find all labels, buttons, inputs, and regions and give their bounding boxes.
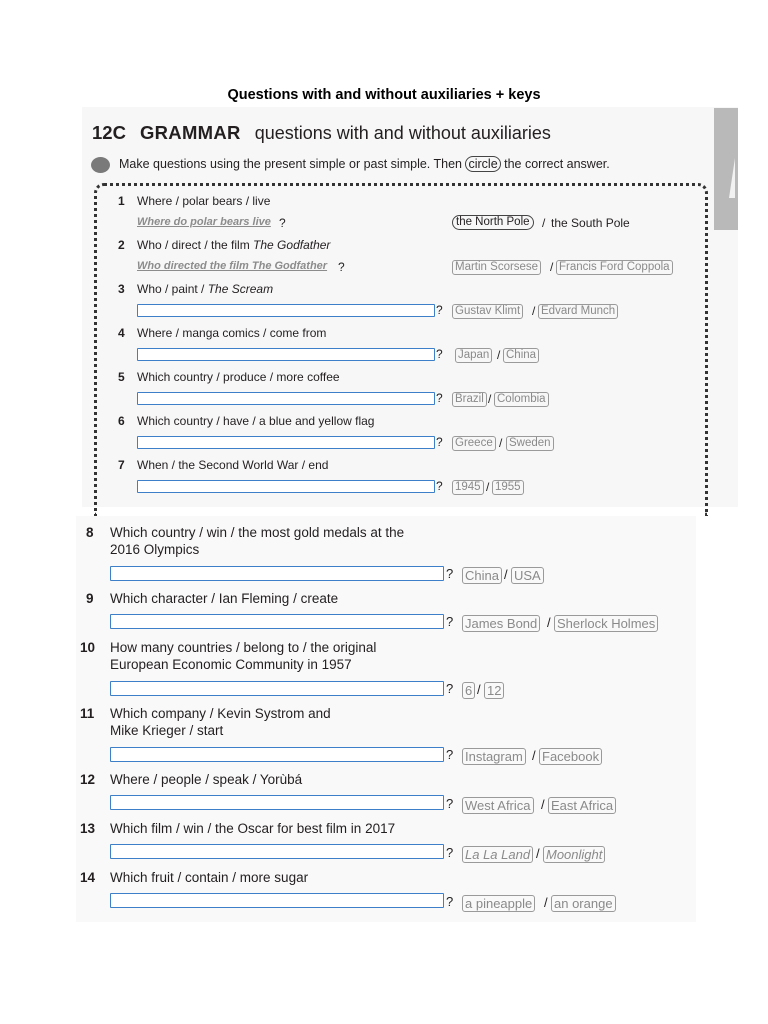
answer-input[interactable] xyxy=(137,392,435,405)
option-b[interactable]: 1955 xyxy=(492,480,524,495)
item-number: 6 xyxy=(118,414,125,428)
question-mark: ? xyxy=(446,614,454,629)
option-a[interactable]: China xyxy=(462,567,502,584)
option-a[interactable]: West Africa xyxy=(462,797,534,814)
question-mark: ? xyxy=(446,566,454,581)
option-b[interactable]: Colombia xyxy=(494,392,549,407)
question-mark: ? xyxy=(446,796,454,811)
question-mark: ? xyxy=(446,894,454,909)
question-mark: ? xyxy=(436,347,443,361)
separator: / xyxy=(541,797,545,812)
answer-input[interactable] xyxy=(137,480,435,493)
option-a[interactable]: Greece xyxy=(452,436,496,451)
answer-input[interactable] xyxy=(110,747,444,762)
question-mark: ? xyxy=(436,391,443,405)
item-prompt: Which company / Kevin Systrom and Mike Krieger / start xyxy=(110,706,331,738)
option-a[interactable]: La La Land xyxy=(462,846,533,863)
item-prompt: Where / manga comics / come from xyxy=(137,326,327,340)
option-b[interactable]: Facebook xyxy=(539,748,602,765)
option-a[interactable]: Martin Scorsese xyxy=(452,260,541,275)
item-number: 10 xyxy=(80,640,96,655)
option-b[interactable]: East Africa xyxy=(548,797,616,814)
example-answer: Where do polar bears live xyxy=(137,216,271,228)
separator: / xyxy=(532,748,536,763)
item-number: 2 xyxy=(118,238,125,252)
separator: / xyxy=(504,567,508,582)
answer-input[interactable] xyxy=(110,681,444,696)
question-mark: ? xyxy=(279,216,286,230)
option-a[interactable]: Japan xyxy=(455,348,492,363)
separator: / xyxy=(550,260,554,274)
instruction: Make questions using the present simple or past simple. Then circle the correct answer. xyxy=(119,157,610,171)
item-number: 11 xyxy=(80,706,95,721)
question-mark: ? xyxy=(446,681,454,696)
option-a[interactable]: a pineapple xyxy=(462,895,535,912)
exercise-bullet-icon xyxy=(91,157,110,173)
item-prompt: Who / paint / The Scream xyxy=(137,282,274,296)
question-mark: ? xyxy=(436,303,443,317)
option-b[interactable]: an orange xyxy=(551,895,616,912)
item-number: 5 xyxy=(118,370,125,384)
item-number: 3 xyxy=(118,282,125,296)
separator: / xyxy=(544,895,548,910)
page-edge-tab xyxy=(714,108,738,230)
separator: / xyxy=(499,436,503,450)
separator: / xyxy=(488,392,492,406)
item-prompt: Which country / produce / more coffee xyxy=(137,370,340,384)
option-a[interactable]: 1945 xyxy=(452,480,484,495)
question-mark: ? xyxy=(446,845,454,860)
option-answer-circled[interactable]: the North Pole xyxy=(452,215,534,230)
document-title: Questions with and without auxiliaries + keys xyxy=(227,87,541,103)
option-b[interactable]: USA xyxy=(511,567,544,584)
option-a[interactable]: James Bond xyxy=(462,615,540,632)
option-b[interactable]: Moonlight xyxy=(543,846,605,863)
item-number: 12 xyxy=(80,772,96,787)
option-b[interactable]: Francis Ford Coppola xyxy=(556,260,673,275)
section-heading xyxy=(92,122,551,144)
answer-input[interactable] xyxy=(110,893,444,908)
item-number: 1 xyxy=(118,194,125,208)
option-b[interactable]: Edvard Munch xyxy=(538,304,618,319)
separator: / xyxy=(497,348,501,362)
item-prompt: Which film / win / the Oscar for best film in 2017 xyxy=(110,821,396,836)
question-mark: ? xyxy=(436,435,443,449)
option-b[interactable]: China xyxy=(503,348,539,363)
circled-word: circle xyxy=(465,156,500,172)
item-prompt: Where / people / speak / Yorùbá xyxy=(110,772,303,787)
item-number: 7 xyxy=(118,458,125,472)
separator: / xyxy=(542,216,546,230)
item-number: 13 xyxy=(80,821,96,836)
item-number: 14 xyxy=(80,870,96,885)
item-prompt: Which character / Ian Fleming / create xyxy=(110,591,339,606)
item-prompt: When / the Second World War / end xyxy=(137,458,329,472)
option-b[interactable]: 12 xyxy=(484,682,504,699)
item-prompt: Which country / win / the most gold medals at the 2016 Olympics xyxy=(110,525,405,557)
answer-input[interactable] xyxy=(137,348,435,361)
separator: / xyxy=(486,480,490,494)
option-a[interactable]: 6 xyxy=(462,682,475,699)
example-answer: Who directed the film The Godfather xyxy=(137,260,328,272)
option-a[interactable]: Brazil xyxy=(452,392,487,407)
section-word: GRAMMAR xyxy=(139,122,241,143)
separator: / xyxy=(532,304,536,318)
answer-input[interactable] xyxy=(137,436,435,449)
separator: / xyxy=(547,615,551,630)
item-prompt: Which fruit / contain / more sugar xyxy=(110,870,309,885)
item-prompt: Who / direct / the film The Godfather xyxy=(137,238,331,252)
option-a[interactable]: Instagram xyxy=(462,748,526,765)
item-number: 4 xyxy=(118,326,125,340)
item-number: 9 xyxy=(86,591,94,606)
option-plain: the South Pole xyxy=(551,216,630,230)
question-mark: ? xyxy=(338,260,345,274)
item-number: 8 xyxy=(86,525,94,540)
answer-input[interactable] xyxy=(110,795,444,810)
question-mark: ? xyxy=(436,479,443,493)
option-b[interactable]: Sherlock Holmes xyxy=(554,615,658,632)
option-b[interactable]: Sweden xyxy=(506,436,554,451)
answer-input[interactable] xyxy=(110,614,444,629)
answer-input[interactable] xyxy=(137,304,435,317)
separator: / xyxy=(477,682,481,697)
section-code: 12C xyxy=(92,122,126,143)
item-prompt: Which country / have / a blue and yellow flag xyxy=(137,414,375,428)
option-a[interactable]: Gustav Klimt xyxy=(452,304,523,319)
section-subtitle: questions with and without auxiliaries xyxy=(254,123,551,143)
answer-input[interactable] xyxy=(110,566,444,581)
item-prompt: Where / polar bears / live xyxy=(137,194,271,208)
question-mark: ? xyxy=(446,747,454,762)
item-prompt: How many countries / belong to / the original European Economic Community in 1957 xyxy=(110,640,377,672)
answer-input[interactable] xyxy=(110,844,444,859)
separator: / xyxy=(536,846,540,861)
